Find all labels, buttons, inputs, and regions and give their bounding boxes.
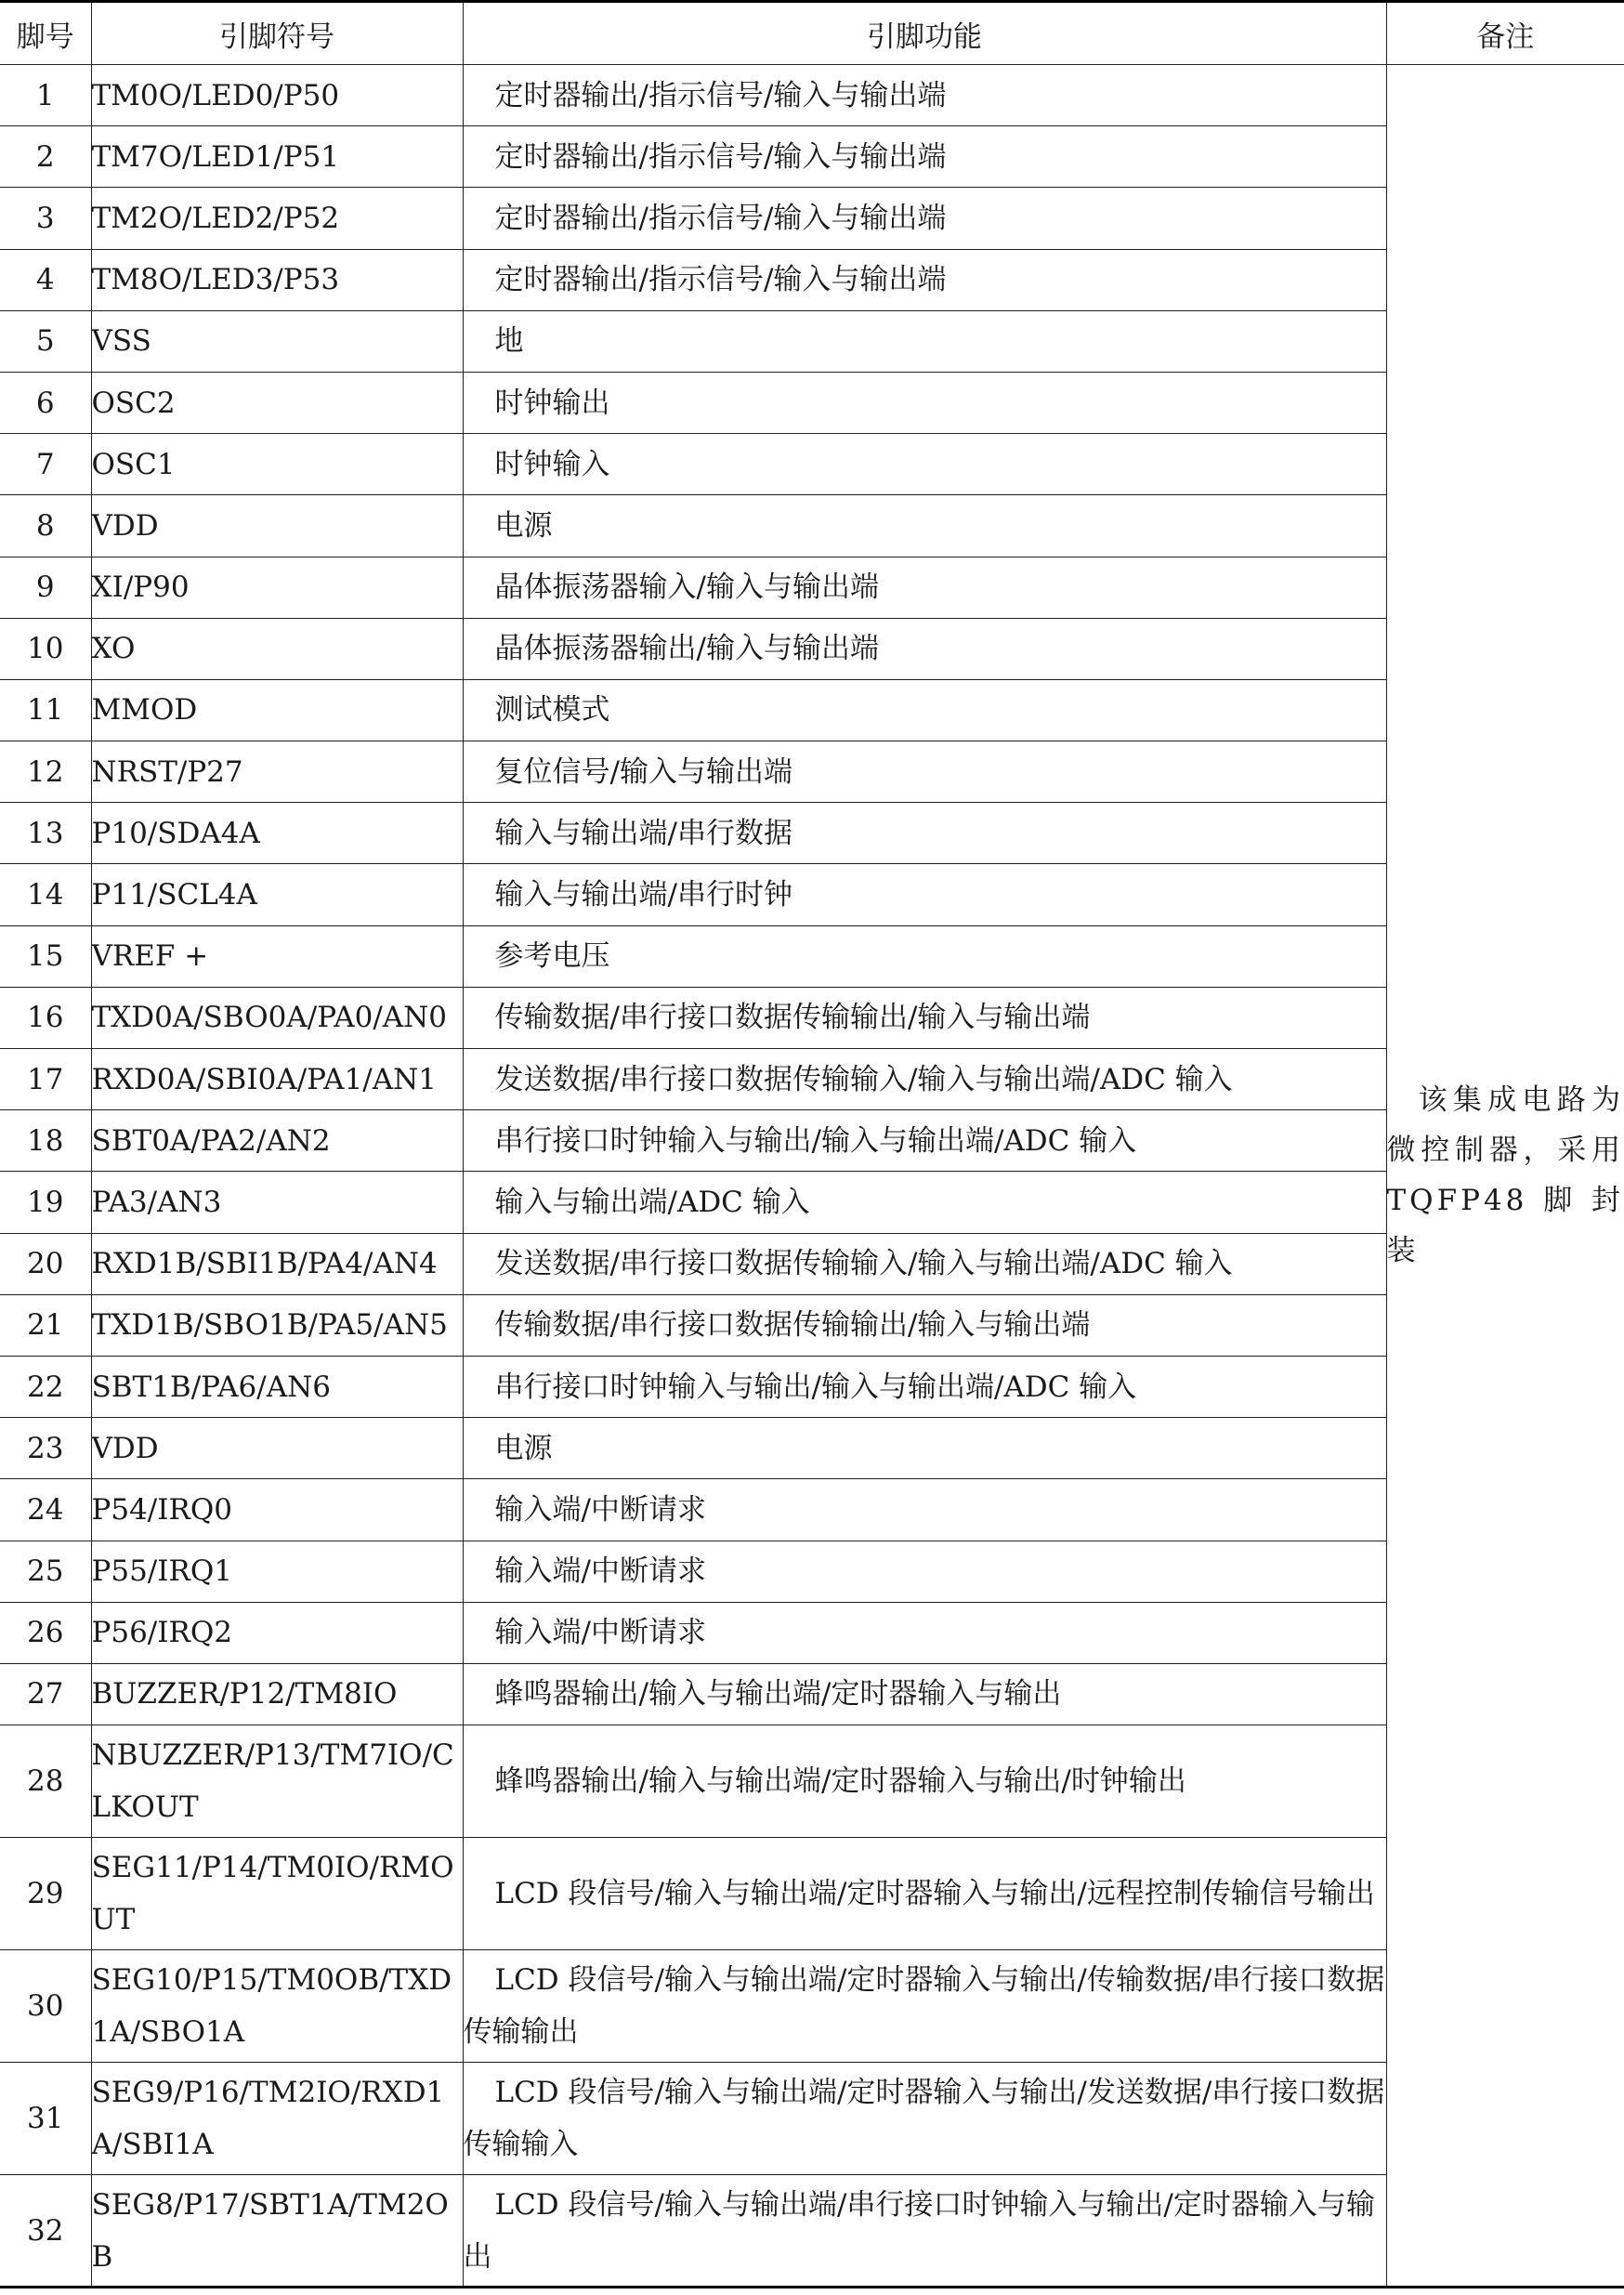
pin-number: 7	[0, 434, 91, 495]
table-row	[0, 65, 1624, 126]
pin-function: 发送数据/串行接口数据传输输入/输入与输出端/ADC 输入	[463, 1049, 1386, 1110]
pin-number: 16	[0, 987, 91, 1048]
pin-function: 时钟输出	[463, 372, 1386, 433]
pin-number: 24	[0, 1479, 91, 1541]
pin-symbol: NBUZZER/P13/TM7IO/CLKOUT	[91, 1725, 463, 1838]
pin-function: 输入端/中断请求	[463, 1541, 1386, 1602]
pin-number: 28	[0, 1725, 91, 1838]
pin-number: 2	[0, 126, 91, 188]
pin-symbol: P54/IRQ0	[91, 1479, 463, 1541]
header-remark: 备注	[1386, 2, 1624, 65]
table-row	[0, 1418, 1624, 1479]
pin-number: 13	[0, 803, 91, 864]
pin-number: 3	[0, 188, 91, 249]
table-row	[0, 1172, 1624, 1233]
pin-symbol: P11/SCL4A	[91, 864, 463, 925]
pin-number: 19	[0, 1172, 91, 1233]
pin-symbol: P10/SDA4A	[91, 803, 463, 864]
header-row	[0, 2, 1624, 65]
pin-function: 晶体振荡器输出/输入与输出端	[463, 618, 1386, 679]
pin-function: 传输数据/串行接口数据传输输出/输入与输出端	[463, 1294, 1386, 1356]
pin-symbol: VSS	[91, 310, 463, 372]
table-row	[0, 1233, 1624, 1294]
pin-function: 串行接口时钟输入与输出/输入与输出端/ADC 输入	[463, 1110, 1386, 1172]
header-pin-function: 引脚功能	[463, 2, 1386, 65]
pin-symbol: OSC1	[91, 434, 463, 495]
pin-function: 晶体振荡器输入/输入与输出端	[463, 557, 1386, 618]
pin-number: 14	[0, 864, 91, 925]
table-row	[0, 741, 1624, 803]
pin-symbol: SBT1B/PA6/AN6	[91, 1356, 463, 1417]
pin-number: 11	[0, 679, 91, 741]
pin-function: 传输数据/串行接口数据传输输出/输入与输出端	[463, 987, 1386, 1048]
pin-number: 25	[0, 1541, 91, 1602]
pin-function: 输入与输出端/串行时钟	[463, 864, 1386, 925]
pin-function: 时钟输入	[463, 434, 1386, 495]
table-row	[0, 925, 1624, 987]
table-row	[0, 557, 1624, 618]
pin-number: 17	[0, 1049, 91, 1110]
pin-function: 输入端/中断请求	[463, 1479, 1386, 1541]
pin-function: LCD 段信号/输入与输出端/串行接口时钟输入与输出/定时器输入与输出	[463, 2175, 1386, 2288]
table-row	[0, 2175, 1624, 2288]
pin-function: 蜂鸣器输出/输入与输出端/定时器输入与输出/时钟输出	[463, 1725, 1386, 1838]
pin-function: 参考电压	[463, 925, 1386, 987]
pin-number: 10	[0, 618, 91, 679]
pin-function: 蜂鸣器输出/输入与输出端/定时器输入与输出	[463, 1663, 1386, 1725]
table-row	[0, 618, 1624, 679]
pin-function: 输入端/中断请求	[463, 1602, 1386, 1663]
pin-number: 15	[0, 925, 91, 987]
pin-number: 12	[0, 741, 91, 803]
table-row	[0, 249, 1624, 310]
pin-number: 6	[0, 372, 91, 433]
table-row	[0, 126, 1624, 188]
pin-function: 定时器输出/指示信号/输入与输出端	[463, 188, 1386, 249]
pin-function: 电源	[463, 495, 1386, 557]
pin-symbol: BUZZER/P12/TM8IO	[91, 1663, 463, 1725]
table-row	[0, 310, 1624, 372]
pin-number: 20	[0, 1233, 91, 1294]
pin-symbol: SBT0A/PA2/AN2	[91, 1110, 463, 1172]
pin-number: 30	[0, 1950, 91, 2063]
pin-function: 电源	[463, 1418, 1386, 1479]
pin-number: 5	[0, 310, 91, 372]
pin-function: LCD 段信号/输入与输出端/定时器输入与输出/远程控制传输信号输出	[463, 1838, 1386, 1950]
table-row	[0, 1110, 1624, 1172]
pin-number: 27	[0, 1663, 91, 1725]
pin-number: 32	[0, 2175, 91, 2288]
pin-symbol: SEG10/P15/TM0OB/TXD1A/SBO1A	[91, 1950, 463, 2063]
remark-cell: 该集成电路为微控制器，采用TQFP48脚封装	[1386, 65, 1624, 2288]
pin-number: 23	[0, 1418, 91, 1479]
table-row	[0, 495, 1624, 557]
pin-symbol: TM0O/LED0/P50	[91, 65, 463, 126]
table-row	[0, 1950, 1624, 2063]
pin-function: 定时器输出/指示信号/输入与输出端	[463, 65, 1386, 126]
pin-symbol: SEG8/P17/SBT1A/TM2OB	[91, 2175, 463, 2288]
pin-number: 1	[0, 65, 91, 126]
pin-symbol: SEG9/P16/TM2IO/RXD1A/SBI1A	[91, 2063, 463, 2175]
pin-symbol: PA3/AN3	[91, 1172, 463, 1233]
pin-symbol: OSC2	[91, 372, 463, 433]
pin-function: 定时器输出/指示信号/输入与输出端	[463, 126, 1386, 188]
pin-function: 输入与输出端/串行数据	[463, 803, 1386, 864]
pin-number: 21	[0, 1294, 91, 1356]
pin-symbol: P56/IRQ2	[91, 1602, 463, 1663]
pin-symbol: XI/P90	[91, 557, 463, 618]
pin-function: LCD 段信号/输入与输出端/定时器输入与输出/传输数据/串行接口数据传输输出	[463, 1950, 1386, 2063]
table-row	[0, 188, 1624, 249]
pin-symbol: TM7O/LED1/P51	[91, 126, 463, 188]
table-row	[0, 1479, 1624, 1541]
table-row	[0, 434, 1624, 495]
table-row	[0, 1294, 1624, 1356]
table-row	[0, 864, 1624, 925]
pin-symbol: TM2O/LED2/P52	[91, 188, 463, 249]
table-row	[0, 372, 1624, 433]
pin-symbol: NRST/P27	[91, 741, 463, 803]
header-pin-symbol: 引脚符号	[91, 2, 463, 65]
table-row	[0, 2063, 1624, 2175]
table-row	[0, 1602, 1624, 1663]
pin-symbol: RXD0A/SBI0A/PA1/AN1	[91, 1049, 463, 1110]
table-row	[0, 1049, 1624, 1110]
pin-function: LCD 段信号/输入与输出端/定时器输入与输出/发送数据/串行接口数据传输输入	[463, 2063, 1386, 2175]
table-row	[0, 1541, 1624, 1602]
table-row	[0, 679, 1624, 741]
pin-function: 复位信号/输入与输出端	[463, 741, 1386, 803]
table-row	[0, 1356, 1624, 1417]
pin-function: 地	[463, 310, 1386, 372]
pin-symbol: P55/IRQ1	[91, 1541, 463, 1602]
pin-rows	[0, 65, 1624, 2288]
pin-symbol: SEG11/P14/TM0IO/RMOUT	[91, 1838, 463, 1950]
pin-symbol: VDD	[91, 1418, 463, 1479]
pin-number: 8	[0, 495, 91, 557]
pin-symbol: VREF +	[91, 925, 463, 987]
table-row	[0, 1663, 1624, 1725]
pin-symbol: MMOD	[91, 679, 463, 741]
pin-number: 29	[0, 1838, 91, 1950]
pin-function: 串行接口时钟输入与输出/输入与输出端/ADC 输入	[463, 1356, 1386, 1417]
pin-function: 定时器输出/指示信号/输入与输出端	[463, 249, 1386, 310]
table-row	[0, 803, 1624, 864]
pin-number: 22	[0, 1356, 91, 1417]
pin-function: 发送数据/串行接口数据传输输入/输入与输出端/ADC 输入	[463, 1233, 1386, 1294]
pin-symbol: RXD1B/SBI1B/PA4/AN4	[91, 1233, 463, 1294]
pin-number: 18	[0, 1110, 91, 1172]
pin-function: 输入与输出端/ADC 输入	[463, 1172, 1386, 1233]
table-row	[0, 987, 1624, 1048]
pin-symbol: TXD1B/SBO1B/PA5/AN5	[91, 1294, 463, 1356]
table-row	[0, 1838, 1624, 1950]
pin-number: 26	[0, 1602, 91, 1663]
pin-symbol: TM8O/LED3/P53	[91, 249, 463, 310]
pin-symbol: TXD0A/SBO0A/PA0/AN0	[91, 987, 463, 1048]
pin-number: 4	[0, 249, 91, 310]
pin-number: 31	[0, 2063, 91, 2175]
pin-symbol: XO	[91, 618, 463, 679]
pin-number: 9	[0, 557, 91, 618]
table-row	[0, 1725, 1624, 1838]
pin-symbol: VDD	[91, 495, 463, 557]
header-pin-no: 脚号	[0, 2, 91, 65]
pin-function: 测试模式	[463, 679, 1386, 741]
